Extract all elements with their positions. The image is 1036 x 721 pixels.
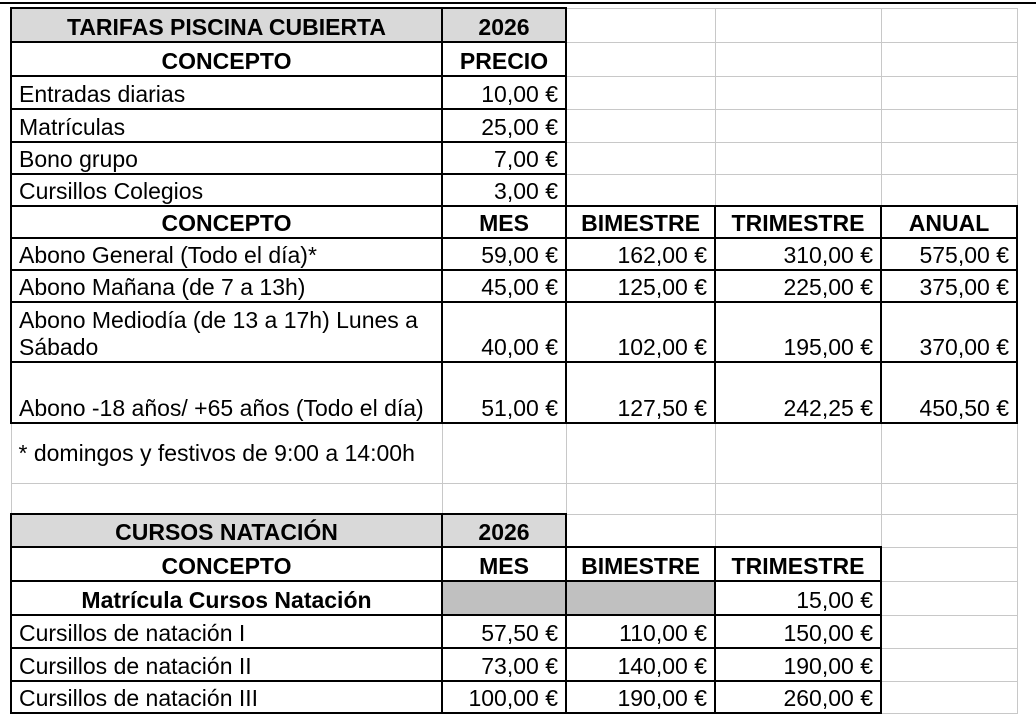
row-concepto: Entradas diarias <box>11 76 442 109</box>
row-bimestre: 162,00 € <box>566 238 715 270</box>
table-row <box>11 238 1017 270</box>
row-concepto: Abono Mediodía (de 13 a 17h) Lunes a Sábado <box>11 302 442 362</box>
row-bimestre: 190,00 € <box>566 681 715 713</box>
table-row <box>11 142 1017 174</box>
row-anual: 450,50 € <box>881 362 1017 423</box>
matricula-mes <box>442 581 566 615</box>
row-anual: 375,00 € <box>881 270 1017 302</box>
row-concepto: Cursillos de natación III <box>11 681 442 713</box>
row-precio: 25,00 € <box>442 109 566 142</box>
header-bimestre: BIMESTRE <box>566 206 715 238</box>
matricula-bimestre <box>566 581 715 615</box>
tariff-sheet <box>10 7 1018 714</box>
matricula-row <box>11 581 1017 615</box>
row-concepto: Abono Mañana (de 7 a 13h) <box>11 270 442 302</box>
header-trimestre: TRIMESTRE <box>715 206 881 238</box>
table-row <box>11 648 1017 681</box>
header-concepto: CONCEPTO <box>11 42 442 76</box>
header-mes: MES <box>442 547 566 581</box>
cursos-header-row <box>11 547 1017 581</box>
row-trimestre: 310,00 € <box>715 238 881 270</box>
row-precio: 3,00 € <box>442 174 566 206</box>
footnote-row <box>11 423 1017 483</box>
row-bimestre: 127,50 € <box>566 362 715 423</box>
row-trimestre: 150,00 € <box>715 615 881 648</box>
matricula-trimestre: 15,00 € <box>715 581 881 615</box>
row-mes: 51,00 € <box>442 362 566 423</box>
row-anual: 370,00 € <box>881 302 1017 362</box>
row-trimestre: 190,00 € <box>715 648 881 681</box>
row-precio: 7,00 € <box>442 142 566 174</box>
spacer-row <box>11 483 1017 514</box>
header-concepto: CONCEPTO <box>11 547 442 581</box>
header-mes: MES <box>442 206 566 238</box>
row-concepto: Cursillos de natación I <box>11 615 442 648</box>
tarifas-title: TARIFAS PISCINA CUBIERTA <box>11 8 442 42</box>
table-row <box>11 362 1017 423</box>
cursos-year: 2026 <box>442 514 566 547</box>
row-concepto: Abono General (Todo el día)* <box>11 238 442 270</box>
row-trimestre: 260,00 € <box>715 681 881 713</box>
header-concepto: CONCEPTO <box>11 206 442 238</box>
simple-header-row <box>11 42 1017 76</box>
row-mes: 73,00 € <box>442 648 566 681</box>
header-trimestre: TRIMESTRE <box>715 547 881 581</box>
table-row <box>11 76 1017 109</box>
row-concepto: Abono -18 años/ +65 años (Todo el día) <box>11 362 442 423</box>
tarifas-year: 2026 <box>442 8 566 42</box>
table-row <box>11 270 1017 302</box>
header-precio: PRECIO <box>442 42 566 76</box>
matricula-concepto: Matrícula Cursos Natación <box>11 581 442 615</box>
row-concepto: Cursillos Colegios <box>11 174 442 206</box>
row-trimestre: 195,00 € <box>715 302 881 362</box>
row-bimestre: 125,00 € <box>566 270 715 302</box>
row-bimestre: 102,00 € <box>566 302 715 362</box>
row-anual: 575,00 € <box>881 238 1017 270</box>
row-concepto: Bono grupo <box>11 142 442 174</box>
row-mes: 59,00 € <box>442 238 566 270</box>
cursos-title-row <box>11 514 1017 547</box>
row-bimestre: 110,00 € <box>566 615 715 648</box>
row-mes: 100,00 € <box>442 681 566 713</box>
row-concepto: Matrículas <box>11 109 442 142</box>
row-mes: 57,50 € <box>442 615 566 648</box>
row-trimestre: 225,00 € <box>715 270 881 302</box>
row-trimestre: 242,25 € <box>715 362 881 423</box>
row-mes: 45,00 € <box>442 270 566 302</box>
top-border-line <box>0 2 1036 4</box>
table-row <box>11 174 1017 206</box>
abono-header-row <box>11 206 1017 238</box>
row-concepto: Cursillos de natación II <box>11 648 442 681</box>
table-row <box>11 302 1017 362</box>
table-row <box>11 681 1017 713</box>
row-precio: 10,00 € <box>442 76 566 109</box>
tarifas-title-row <box>11 8 1017 42</box>
table-row <box>11 615 1017 648</box>
footnote: * domingos y festivos de 9:00 a 14:00h <box>11 423 442 483</box>
table-row <box>11 109 1017 142</box>
header-anual: ANUAL <box>881 206 1017 238</box>
row-mes: 40,00 € <box>442 302 566 362</box>
row-bimestre: 140,00 € <box>566 648 715 681</box>
cursos-title: CURSOS NATACIÓN <box>11 514 442 547</box>
header-bimestre: BIMESTRE <box>566 547 715 581</box>
